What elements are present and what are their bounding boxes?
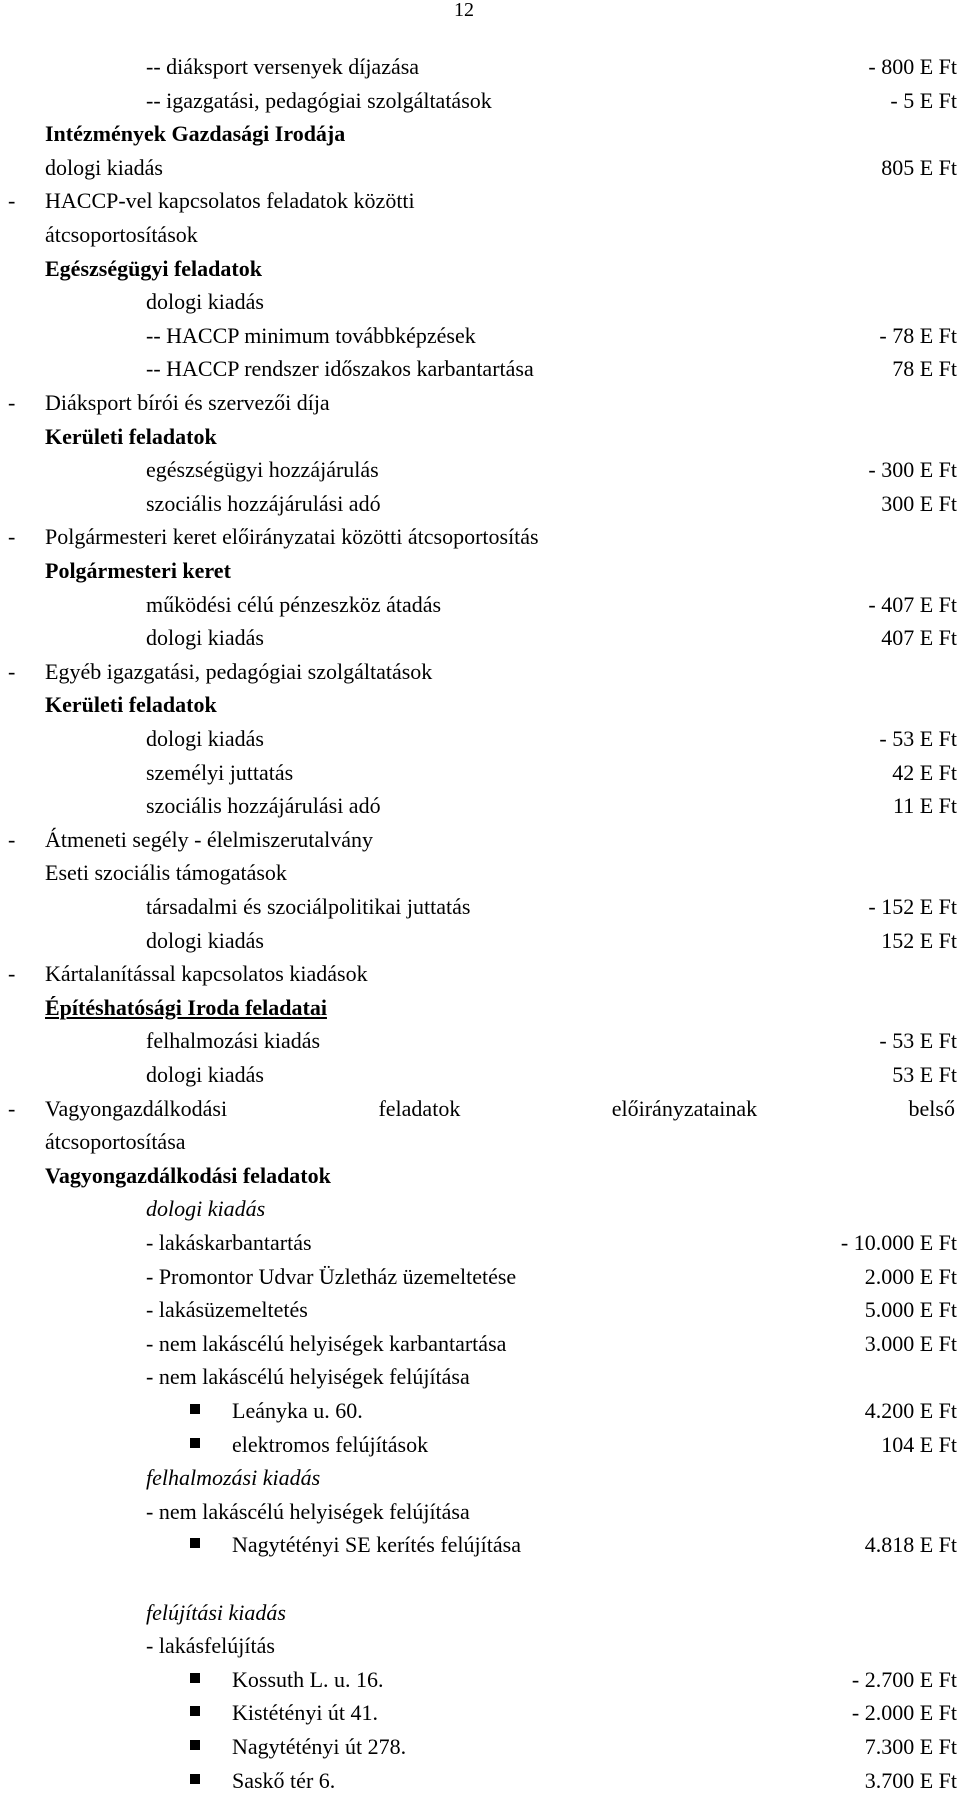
document-line [0, 924, 960, 957]
line-amount: 4.818 E Ft [864, 1532, 957, 1558]
line-text: -- igazgatási, pedagógiai szolgáltatások [146, 87, 492, 113]
line-text: dologi kiadás [146, 625, 264, 651]
line-text: társadalmi és szociálpolitikai juttatás [146, 894, 471, 919]
square-bullet-icon [190, 1740, 200, 1750]
line-amount: 407 E Ft [881, 625, 957, 651]
document-line [0, 84, 960, 117]
line-text: -- HACCP minimum továbbképzések [146, 322, 476, 348]
line-text: Kerületi feladatok [45, 423, 217, 449]
document-line [0, 655, 960, 688]
line-text: Kistétényi út 41. [232, 1700, 379, 1726]
line-amount: - 78 E Ft [879, 322, 957, 348]
document-line [0, 1428, 960, 1461]
document-line [0, 1562, 960, 1595]
line-text: Diáksport bírói és szervezői díja [45, 390, 330, 415]
line-amount: - 2.700 E Ft [851, 1666, 957, 1692]
document-line [0, 487, 960, 520]
line-text: dologi kiadás [146, 289, 264, 315]
line-amount: - 407 E Ft [868, 591, 957, 617]
line-amount: 11 E Ft [893, 793, 957, 819]
document-line [0, 319, 960, 352]
document-line [0, 151, 960, 184]
document-line [0, 520, 960, 553]
square-bullet-icon [190, 1438, 200, 1448]
line-dash: - [8, 390, 16, 415]
line-text: Egyéb igazgatási, pedagógiai szolgáltatások [45, 658, 433, 684]
line-text: HACCP-vel kapcsolatos feladatok közötti [45, 188, 415, 214]
page-number: 12 [454, 0, 474, 21]
line-text: dologi kiadás [146, 927, 264, 953]
line-amount: - 5 E Ft [890, 87, 957, 113]
line-dash: - [8, 826, 16, 852]
document-line [0, 1260, 960, 1293]
document-line [0, 991, 960, 1024]
line-amount: 3.000 E Ft [864, 1330, 957, 1356]
document-line [0, 1730, 960, 1763]
line-amount: 42 E Ft [892, 759, 957, 785]
document-line [0, 1596, 960, 1629]
document-line [0, 1394, 960, 1427]
line-amount: - 53 E Ft [879, 726, 957, 751]
document-line [0, 386, 960, 419]
line-text: felújítási kiadás [146, 1599, 286, 1625]
document-line [0, 722, 960, 755]
line-text: Kerületi feladatok [45, 692, 217, 718]
document-line [0, 1293, 960, 1326]
line-amount: 300 E Ft [881, 490, 957, 516]
line-text: Nagytétényi SE kerítés felújítása [232, 1532, 521, 1558]
document-line [0, 1663, 960, 1696]
line-dash: - [8, 1095, 16, 1121]
document-line [0, 890, 960, 923]
document-line [0, 285, 960, 318]
document-line [0, 1226, 960, 1259]
line-amount: 4.200 E Ft [864, 1398, 957, 1423]
line-text: dologi kiadás [146, 1196, 266, 1222]
document-line [0, 957, 960, 990]
line-amount: - 53 E Ft [879, 1028, 957, 1054]
line-text: szociális hozzájárulási adó [146, 793, 381, 819]
line-amount: 805 E Ft [881, 154, 957, 180]
line-text: Kártalanítással kapcsolatos kiadások [45, 961, 368, 987]
square-bullet-icon [190, 1538, 200, 1548]
line-text: Intézmények Gazdasági Irodája [45, 121, 346, 147]
line-text: felhalmozási kiadás [146, 1465, 321, 1491]
document-line [0, 1629, 960, 1662]
document-line [0, 1764, 960, 1797]
line-text: dologi kiadás [45, 154, 163, 180]
document-line [0, 823, 960, 856]
document-line [0, 352, 960, 385]
document-line [0, 184, 960, 217]
document-line [0, 789, 960, 822]
line-text: személyi juttatás [146, 759, 294, 785]
line-text: elektromos felújítások [232, 1431, 429, 1457]
document-line [0, 1495, 960, 1528]
line-dash: - [8, 524, 16, 550]
line-text: Nagytétényi út 278. [232, 1734, 407, 1759]
line-text: felhalmozási kiadás [146, 1028, 321, 1054]
document-line [0, 756, 960, 789]
line-text: - lakáskarbantartás [146, 1230, 312, 1255]
line-text: -- diáksport versenyek díjazása [146, 54, 420, 79]
line-amount: - 300 E Ft [868, 457, 957, 483]
line-text: Vagyongazdálkodási feladatok előirányzatainak belső [45, 1095, 955, 1121]
line-text: egészségügyi hozzájárulás [146, 457, 379, 483]
line-text: Polgármesteri keret előirányzatai közötti átcsoportosítás [45, 524, 539, 550]
document-line [0, 50, 960, 83]
document-line [0, 1058, 960, 1091]
square-bullet-icon [190, 1404, 200, 1414]
line-amount: 53 E Ft [892, 1062, 957, 1087]
document-line [0, 1360, 960, 1393]
document-line [0, 252, 960, 285]
document-line [0, 856, 960, 889]
line-text: Leányka u. 60. [232, 1398, 363, 1423]
document-line [0, 117, 960, 150]
line-amount: 2.000 E Ft [864, 1263, 957, 1289]
line-text: átcsoportosítása [45, 1129, 186, 1155]
document-line [0, 453, 960, 486]
line-amount: 152 E Ft [881, 927, 957, 953]
line-text: Saskő tér 6. [232, 1767, 336, 1793]
line-text: működési célú pénzeszköz átadás [146, 591, 442, 617]
document-line [0, 218, 960, 251]
line-amount: - 2.000 E Ft [851, 1700, 957, 1726]
line-amount: - 800 E Ft [868, 54, 957, 79]
line-text: átcsoportosítások [45, 222, 198, 247]
line-text: - nem lakáscélú helyiségek felújítása [146, 1364, 470, 1390]
document-line [0, 1327, 960, 1360]
document-line [0, 1024, 960, 1057]
document-line [0, 588, 960, 621]
line-text: dologi kiadás [146, 726, 264, 751]
line-text: Átmeneti segély - élelmiszerutalvány [45, 826, 374, 852]
square-bullet-icon [190, 1673, 200, 1683]
line-amount: 5.000 E Ft [864, 1297, 957, 1323]
document-line [0, 1696, 960, 1729]
document-line [0, 1192, 960, 1225]
document-line [0, 1125, 960, 1158]
document-line [0, 1461, 960, 1494]
square-bullet-icon [190, 1774, 200, 1784]
line-text: - lakásfelújítás [146, 1633, 275, 1659]
document-line [0, 688, 960, 721]
line-amount: 78 E Ft [892, 356, 957, 382]
line-text: szociális hozzájárulási adó [146, 490, 381, 516]
document-line [0, 1528, 960, 1561]
line-text: Polgármesteri keret [45, 558, 231, 583]
line-amount: - 10.000 E Ft [840, 1230, 957, 1255]
line-amount: 7.300 E Ft [864, 1734, 957, 1759]
document-line [0, 621, 960, 654]
document-line [0, 554, 960, 587]
line-amount: - 152 E Ft [868, 894, 957, 919]
line-text: Építéshatósági Iroda feladatai [45, 994, 327, 1020]
line-dash: - [8, 961, 16, 987]
document-line [0, 420, 960, 453]
line-dash: - [8, 188, 16, 214]
square-bullet-icon [190, 1706, 200, 1716]
line-text: Egészségügyi feladatok [45, 255, 262, 281]
line-text: dologi kiadás [146, 1062, 264, 1087]
line-amount: 104 E Ft [881, 1431, 957, 1457]
line-text: Eseti szociális támogatások [45, 860, 287, 886]
line-text: - nem lakáscélú helyiségek karbantartása [146, 1330, 507, 1356]
line-text: Vagyongazdálkodási feladatok [45, 1162, 331, 1188]
line-text: -- HACCP rendszer időszakos karbantartása [146, 356, 534, 382]
document-line [0, 1092, 960, 1125]
line-text: - Promontor Udvar Üzletház üzemeltetése [146, 1263, 517, 1289]
line-text: Kossuth L. u. 16. [232, 1666, 384, 1692]
line-dash: - [8, 658, 16, 684]
line-text: - lakásüzemeltetés [146, 1297, 308, 1323]
document-line [0, 1159, 960, 1192]
line-text: - nem lakáscélú helyiségek felújítása [146, 1498, 470, 1524]
line-amount: 3.700 E Ft [864, 1767, 957, 1793]
